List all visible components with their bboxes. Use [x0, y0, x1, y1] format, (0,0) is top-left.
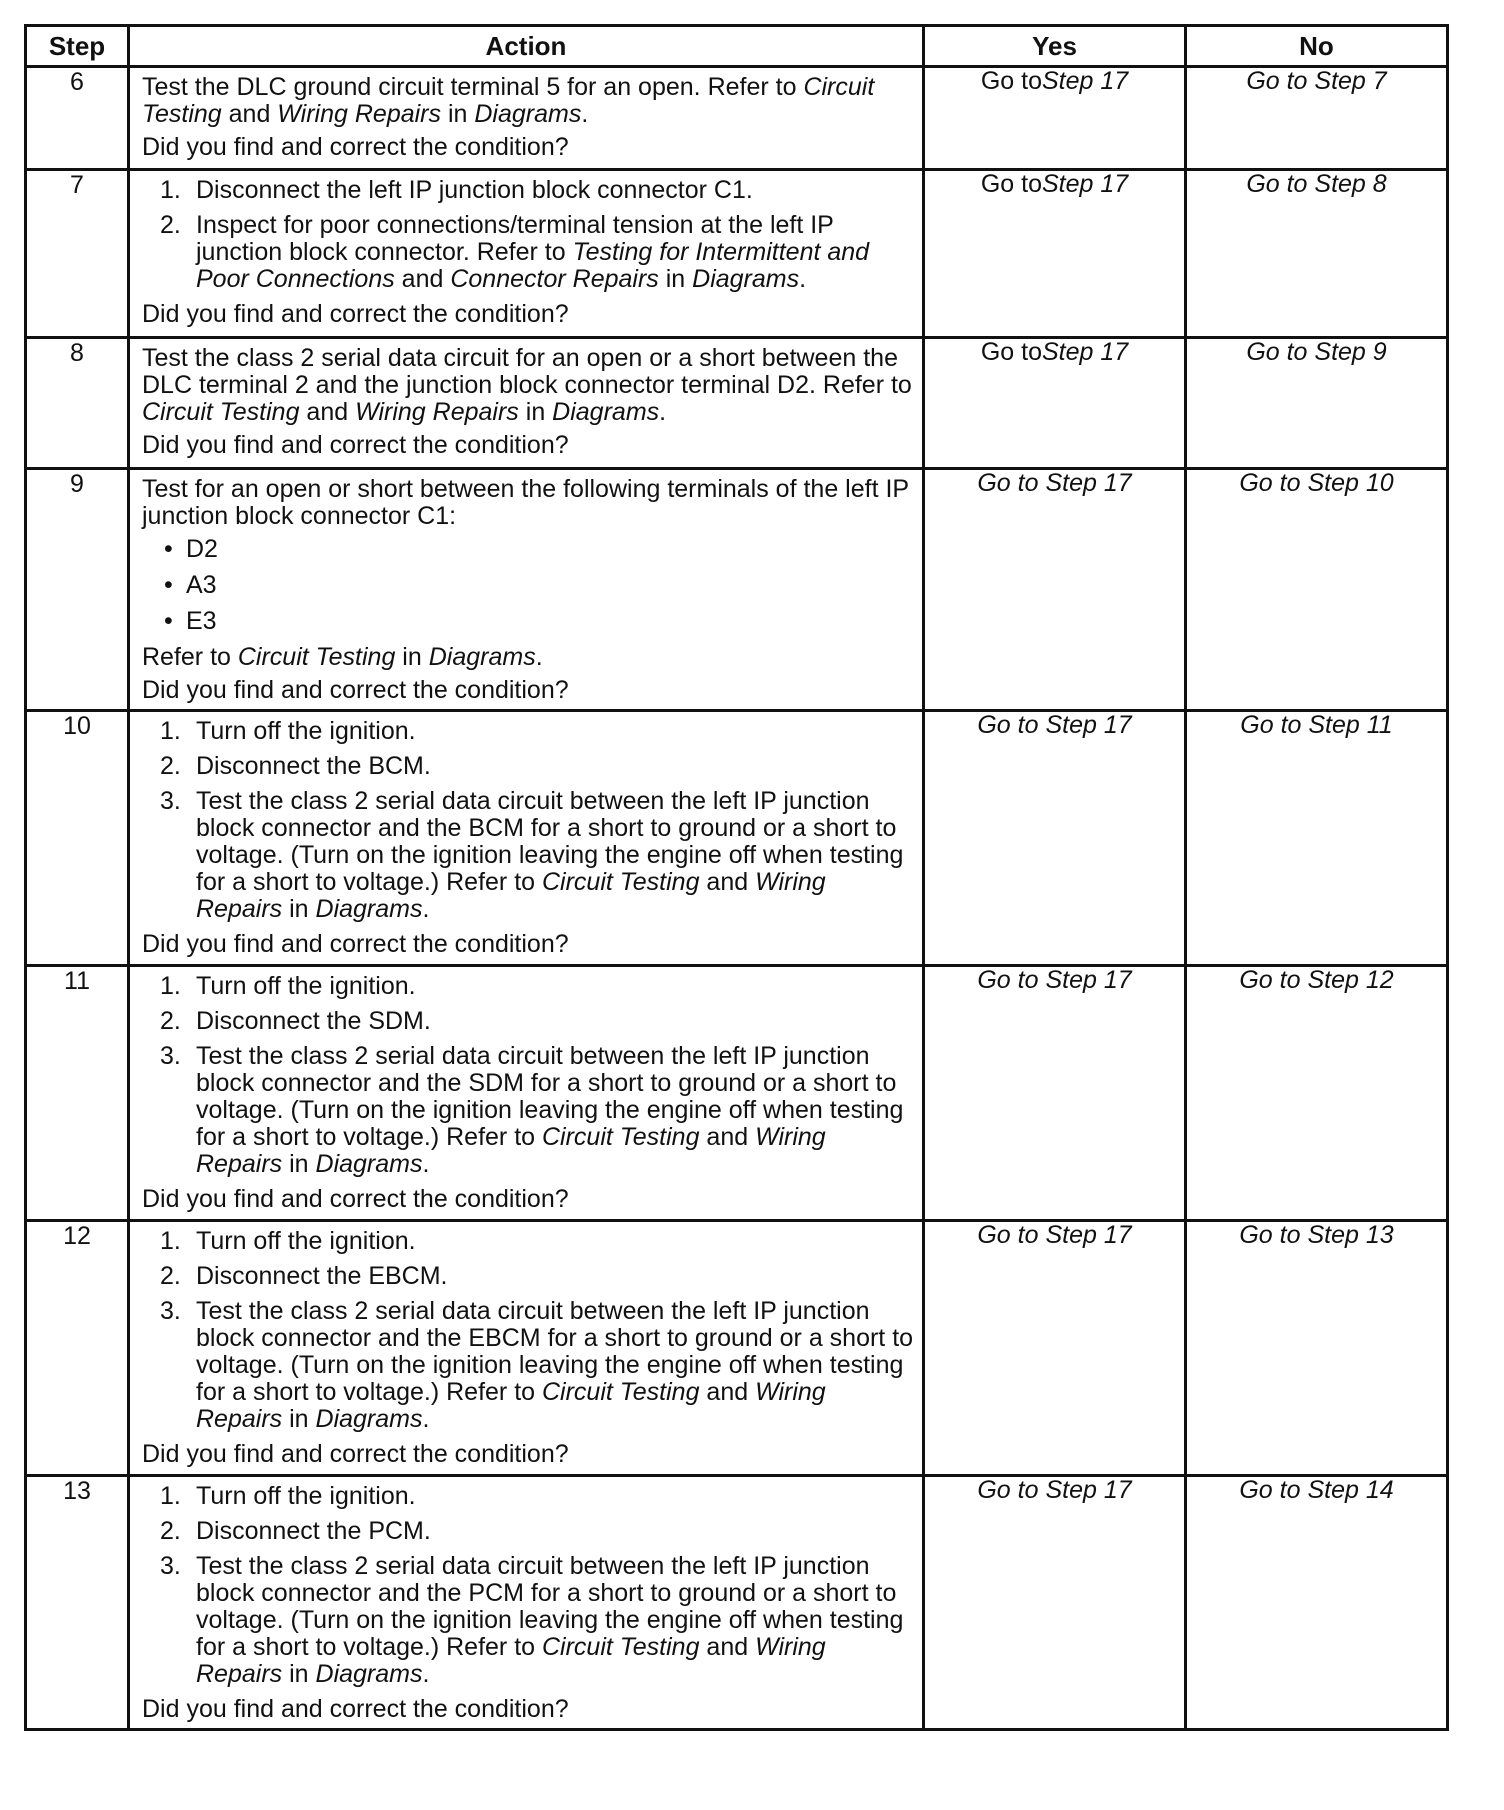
no-text: Go to Step 13 [1239, 1221, 1394, 1249]
header-row [26, 26, 1448, 67]
yes-cell [924, 67, 1186, 170]
step-number: 13 [26, 1476, 129, 1730]
action-text: Test the class 2 serial data circuit for an open or a short between the DLC terminal 2 and the junction block connector terminal D2. Refer to Circuit Testing and Wiring Repairs in Diagrams. [142, 344, 912, 426]
yes-cell [924, 170, 1186, 338]
terminal-list [142, 536, 914, 635]
step-number: 11 [26, 966, 129, 1221]
question-text: Did you find and correct the condition? [142, 133, 569, 161]
list-item: 1. Disconnect the left IP junction block connector C1. [160, 176, 753, 204]
table-row [26, 1221, 1448, 1476]
step-number: 9 [26, 469, 129, 711]
action-steps [142, 718, 914, 923]
step-number: 6 [26, 67, 129, 170]
no-cell [1186, 170, 1448, 338]
action-text: Test the DLC ground circuit terminal 5 for an open. Refer to Circuit Testing and Wiring Repairs in Diagrams. [142, 73, 875, 128]
list-item: 2. Disconnect the BCM. [160, 752, 431, 780]
yes-cell [924, 711, 1186, 966]
refer-text: Refer to Circuit Testing in Diagrams. [142, 643, 543, 671]
no-text: Go to Step 14 [1239, 1476, 1394, 1504]
header-step: Step [26, 26, 129, 67]
question-text: Did you find and correct the condition? [142, 1695, 569, 1723]
list-item: 2. Disconnect the EBCM. [160, 1262, 448, 1290]
question-text: Did you find and correct the condition? [142, 431, 569, 459]
action-cell [129, 1221, 924, 1476]
list-item: • E3 [164, 607, 217, 635]
step-number: 12 [26, 1221, 129, 1476]
yes-text: Go to Step 17 [977, 1476, 1132, 1504]
question-text: Did you find and correct the condition? [142, 676, 569, 704]
yes-text: Go to Step 17 [977, 1221, 1132, 1249]
action-cell [129, 170, 924, 338]
table-row [26, 338, 1448, 469]
list-item: 3. Test the class 2 serial data circuit between the left IP junction block connector and the BCM for a short to ground or a short to voltage. (Turn on the ignition leaving the engine off when testing for a short to voltage.) Refer to Circuit Testing and Wiring Repairs in Diagrams. [160, 787, 904, 923]
table-row [26, 469, 1448, 711]
action-cell [129, 67, 924, 170]
step-number: 8 [26, 338, 129, 469]
table-row [26, 67, 1448, 170]
list-item: 1. Turn off the ignition. [160, 717, 416, 745]
no-cell [1186, 469, 1448, 711]
list-item: 2. Inspect for poor connections/terminal tension at the left IP junction block connector. Refer to Testing for Intermittent and Poor Connections and Connector Repairs in Diagrams. [160, 211, 870, 293]
action-steps [142, 177, 914, 293]
yes-text: Go toStep 17 [980, 338, 1129, 366]
no-text: Go to Step 7 [1246, 67, 1387, 95]
diagnostic-table [24, 24, 1449, 1731]
no-cell [1186, 711, 1448, 966]
action-cell [129, 711, 924, 966]
no-text: Go to Step 9 [1246, 338, 1387, 366]
action-steps [142, 1483, 914, 1688]
action-cell [129, 469, 924, 711]
header-no: No [1186, 26, 1448, 67]
yes-cell [924, 966, 1186, 1221]
yes-text: Go toStep 17 [980, 170, 1129, 198]
yes-cell [924, 1476, 1186, 1730]
list-item: 1. Turn off the ignition. [160, 1227, 416, 1255]
list-item: 2. Disconnect the SDM. [160, 1007, 431, 1035]
yes-cell [924, 338, 1186, 469]
action-cell [129, 338, 924, 469]
no-cell [1186, 1221, 1448, 1476]
action-steps [142, 1228, 914, 1433]
yes-text: Go to Step 17 [977, 966, 1132, 994]
no-cell [1186, 1476, 1448, 1730]
table-row [26, 1476, 1448, 1730]
no-cell [1186, 67, 1448, 170]
yes-text: Go to Step 17 [977, 469, 1132, 497]
action-cell [129, 1476, 924, 1730]
list-item: 3. Test the class 2 serial data circuit between the left IP junction block connector and the SDM for a short to ground or a short to voltage. (Turn on the ignition leaving the engine off when testing for a short to voltage.) Refer to Circuit Testing and Wiring Repairs in Diagrams. [160, 1042, 904, 1178]
question-text: Did you find and correct the condition? [142, 1440, 569, 1468]
yes-cell [924, 1221, 1186, 1476]
question-text: Did you find and correct the condition? [142, 1185, 569, 1213]
list-item: 1. Turn off the ignition. [160, 1482, 416, 1510]
no-cell [1186, 966, 1448, 1221]
table-row [26, 170, 1448, 338]
no-text: Go to Step 10 [1239, 469, 1394, 497]
header-action: Action [129, 26, 924, 67]
header-yes: Yes [924, 26, 1186, 67]
action-text: Test for an open or short between the following terminals of the left IP junction block connector C1: [142, 475, 909, 530]
yes-cell [924, 469, 1186, 711]
yes-text: Go to Step 17 [977, 711, 1132, 739]
no-text: Go to Step 11 [1240, 711, 1393, 739]
list-item: 2. Disconnect the PCM. [160, 1517, 431, 1545]
yes-text: Go toStep 17 [980, 67, 1129, 95]
action-steps [142, 973, 914, 1178]
table-row [26, 966, 1448, 1221]
table-row [26, 711, 1448, 966]
no-text: Go to Step 8 [1246, 170, 1387, 198]
no-text: Go to Step 12 [1239, 966, 1394, 994]
step-number: 7 [26, 170, 129, 338]
list-item: • D2 [164, 535, 218, 563]
list-item: 1. Turn off the ignition. [160, 972, 416, 1000]
list-item: 3. Test the class 2 serial data circuit between the left IP junction block connector and the PCM for a short to ground or a short to voltage. (Turn on the ignition leaving the engine off when testing for a short to voltage.) Refer to Circuit Testing and Wiring Repairs in Diagrams. [160, 1552, 904, 1688]
list-item: 3. Test the class 2 serial data circuit between the left IP junction block connector and the EBCM for a short to ground or a short to voltage. (Turn on the ignition leaving the engine off when testing for a short to voltage.) Refer to Circuit Testing and Wiring Repairs in Diagrams. [160, 1297, 914, 1433]
step-number: 10 [26, 711, 129, 966]
no-cell [1186, 338, 1448, 469]
question-text: Did you find and correct the condition? [142, 930, 569, 958]
question-text: Did you find and correct the condition? [142, 300, 569, 328]
list-item: • A3 [164, 571, 217, 599]
action-cell [129, 966, 924, 1221]
